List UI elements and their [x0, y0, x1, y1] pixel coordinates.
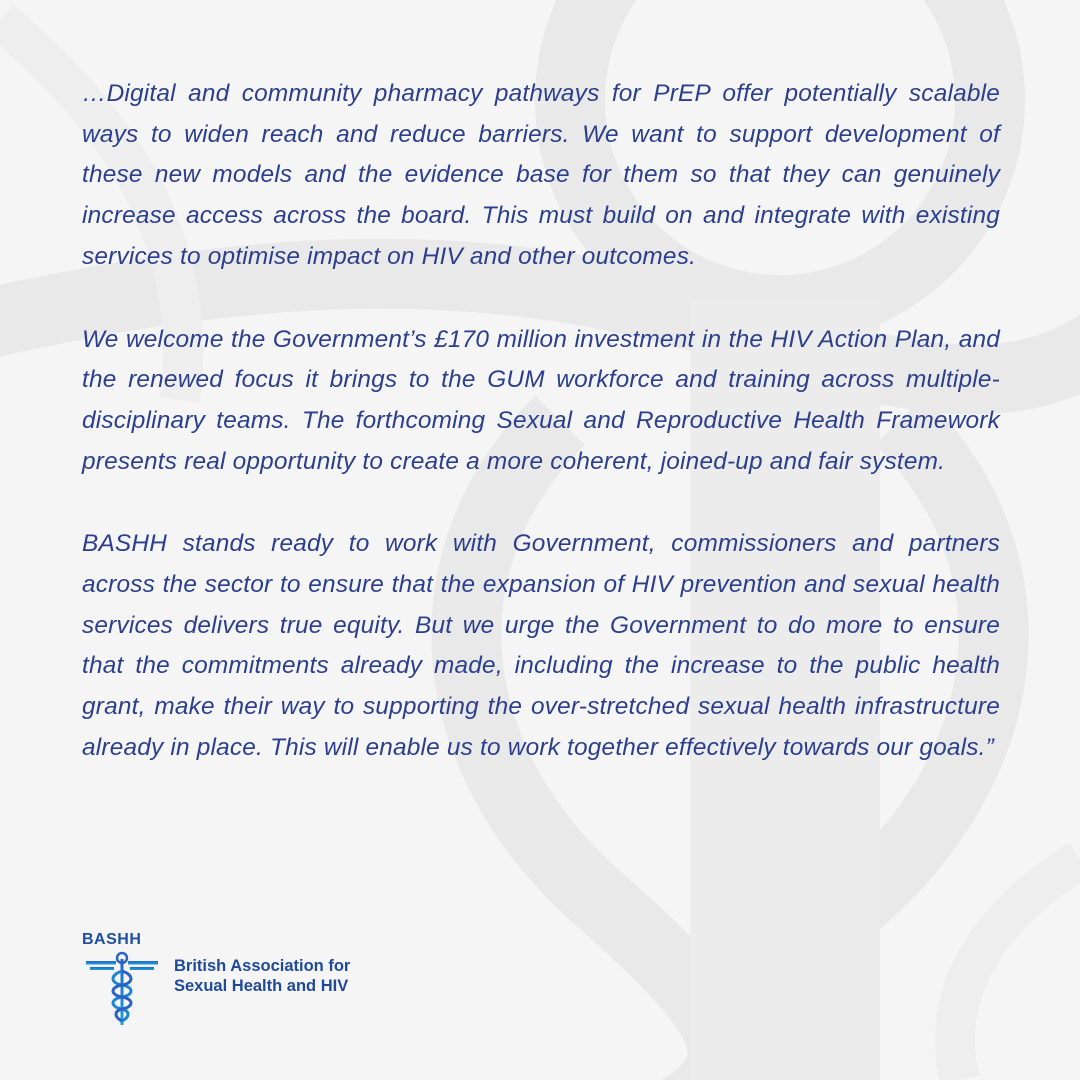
logo-acronym: BASHH: [82, 931, 142, 948]
statement-paragraph-1: …Digital and community pharmacy pathways for PrEP offer potentially scalable ways to widen reach and reduce barriers. We want to support development of these new models and the evidence base for them so that they can genuinely increase access across the board. This must build on and integrate with existing services to optimise impact on HIV and other outcomes.: [82, 80, 1000, 270]
statement-body: [82, 74, 1000, 769]
caduceus-icon: [84, 951, 160, 1027]
statement-paragraph-2: We welcome the Government’s £170 million investment in the HIV Action Plan, and the renewed focus it brings to the GUM workforce and training across multiple-disciplinary teams. The forthcoming Sexual and Reproductive Health Framework presents real opportunity to create a more coherent, joined-up and fair system.: [82, 325, 1000, 475]
logo-name-line-2: Sexual Health and HIV: [174, 977, 349, 995]
logo-organization-name: [174, 956, 350, 996]
bashh-logo: [82, 931, 402, 1031]
logo-name-line-1: British Association for: [174, 957, 351, 975]
statement-paragraph-3: BASHH stands ready to work with Government, commissioners and partners across the sector to ensure that the expansion of HIV prevention and sexual health services delivers true equity. But we urge the Government to do more to ensure that the commitments already made, including the increase to the public health grant, make their way to supporting the over-stretched sexual health infrastructure already in place. This will enable us to work together effectively towards our goals.”: [82, 530, 1000, 761]
